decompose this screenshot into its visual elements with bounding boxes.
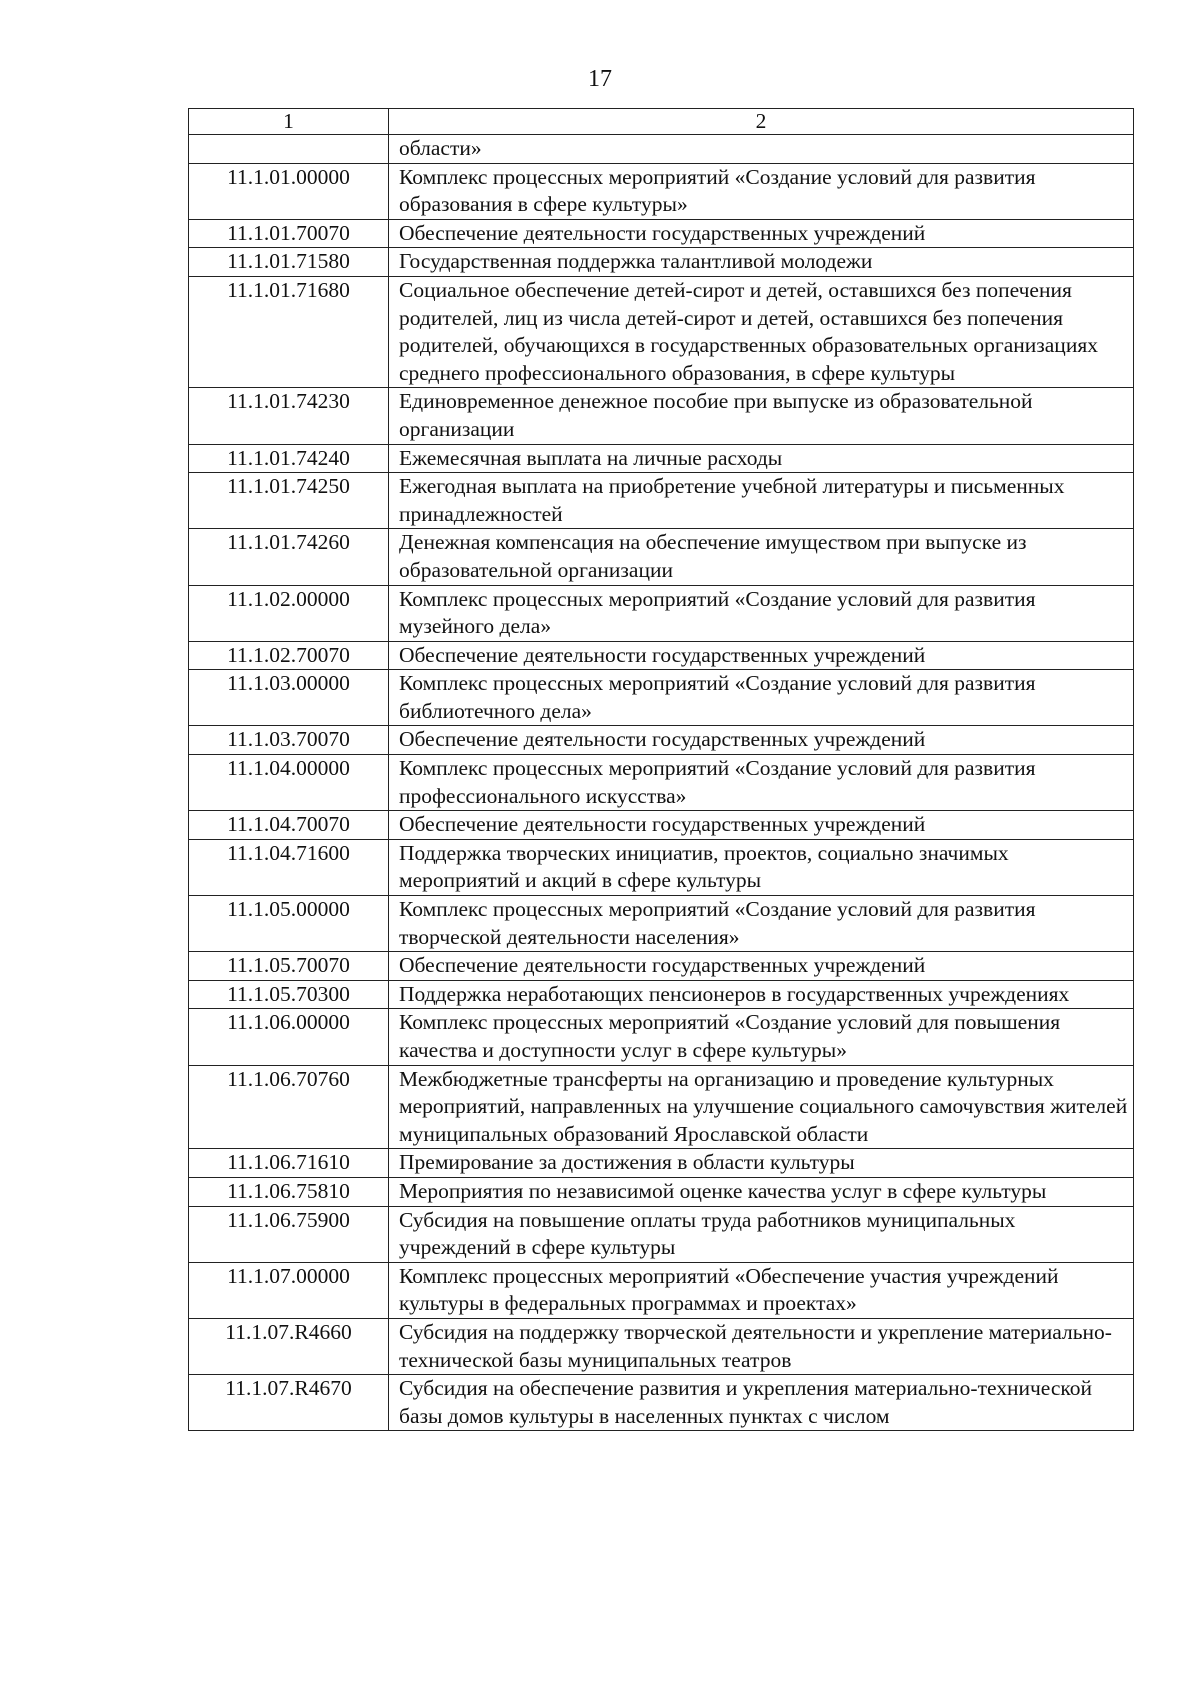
row-code: 11.1.01.71680 — [189, 276, 389, 387]
budget-codes-table — [188, 108, 1134, 1431]
row-name: Социальное обеспечение детей-сирот и детей, оставшихся без попечения родителей, лиц из числа детей-сирот и детей, оставшихся без попечения родителей, обучающихся в государственных образовательных организациях среднего профессионального образования, в сфере культуры — [389, 276, 1134, 387]
row-code: 11.1.04.70070 — [189, 811, 389, 840]
row-name: Субсидия на поддержку творческой деятельности и укрепление материально-технической базы муниципальных театров — [389, 1318, 1134, 1374]
row-code: 11.1.04.71600 — [189, 839, 389, 895]
row-name: Ежегодная выплата на приобретение учебной литературы и письменных принадлежностей — [389, 473, 1134, 529]
row-code — [189, 135, 389, 164]
table-row — [189, 755, 1134, 811]
row-name: Ежемесячная выплата на личные расходы — [389, 444, 1134, 473]
table-row — [189, 641, 1134, 670]
table-row — [189, 1177, 1134, 1206]
row-code: 11.1.01.74230 — [189, 388, 389, 444]
table-row — [189, 811, 1134, 840]
row-code: 11.1.03.00000 — [189, 670, 389, 726]
row-name: Государственная поддержка талантливой молодежи — [389, 248, 1134, 277]
table-row — [189, 1065, 1134, 1149]
row-code: 11.1.03.70070 — [189, 726, 389, 755]
row-code: 11.1.07.00000 — [189, 1262, 389, 1318]
table-header — [189, 109, 1134, 135]
table-row — [189, 670, 1134, 726]
row-code: 11.1.01.00000 — [189, 163, 389, 219]
row-name: Комплекс процессных мероприятий «Обеспечение участия учреждений культуры в федеральных программах и проектах» — [389, 1262, 1134, 1318]
table-row — [189, 1375, 1134, 1431]
row-name: Субсидия на повышение оплаты труда работников муниципальных учреждений в сфере культуры — [389, 1206, 1134, 1262]
row-name: Премирование за достижения в области культуры — [389, 1149, 1134, 1178]
table-row — [189, 135, 1134, 164]
row-name: Поддержка творческих инициатив, проектов, социально значимых мероприятий и акций в сфере культуры — [389, 839, 1134, 895]
table-row — [189, 219, 1134, 248]
table-row — [189, 1206, 1134, 1262]
row-name: Комплекс процессных мероприятий «Создание условий для развития профессионального искусства» — [389, 755, 1134, 811]
table-row — [189, 444, 1134, 473]
row-name: Обеспечение деятельности государственных учреждений — [389, 641, 1134, 670]
row-name: Комплекс процессных мероприятий «Создание условий для развития музейного дела» — [389, 585, 1134, 641]
table-row — [189, 1149, 1134, 1178]
table-row — [189, 980, 1134, 1009]
table-row — [189, 1262, 1134, 1318]
row-code: 11.1.02.70070 — [189, 641, 389, 670]
row-name: Комплекс процессных мероприятий «Создание условий для повышения качества и доступности услуг в сфере культуры» — [389, 1009, 1134, 1065]
row-name: области» — [389, 135, 1134, 164]
table-row — [189, 1009, 1134, 1065]
row-code: 11.1.06.75810 — [189, 1177, 389, 1206]
row-code: 11.1.06.71610 — [189, 1149, 389, 1178]
row-code: 11.1.01.74260 — [189, 529, 389, 585]
table-row — [189, 163, 1134, 219]
table-row — [189, 896, 1134, 952]
row-name: Единовременное денежное пособие при выпуске из образовательной организации — [389, 388, 1134, 444]
column-header-name: 2 — [389, 109, 1134, 135]
table-row — [189, 839, 1134, 895]
table-row — [189, 248, 1134, 277]
row-code: 11.1.07.R4660 — [189, 1318, 389, 1374]
row-name: Денежная компенсация на обеспечение имуществом при выпуске из образовательной организации — [389, 529, 1134, 585]
row-name: Обеспечение деятельности государственных учреждений — [389, 219, 1134, 248]
page-number: 17 — [588, 66, 612, 92]
row-name: Субсидия на обеспечение развития и укрепления материально-технической базы домов культуры в населенных пунктах с числом — [389, 1375, 1134, 1431]
row-code: 11.1.05.70070 — [189, 952, 389, 981]
row-name: Комплекс процессных мероприятий «Создание условий для развития образования в сфере культуры» — [389, 163, 1134, 219]
table-row — [189, 276, 1134, 387]
row-code: 11.1.05.70300 — [189, 980, 389, 1009]
row-code: 11.1.02.00000 — [189, 585, 389, 641]
row-code: 11.1.06.00000 — [189, 1009, 389, 1065]
row-name: Поддержка неработающих пенсионеров в государственных учреждениях — [389, 980, 1134, 1009]
row-code: 11.1.06.75900 — [189, 1206, 389, 1262]
row-code: 11.1.01.74240 — [189, 444, 389, 473]
row-name: Комплекс процессных мероприятий «Создание условий для развития библиотечного дела» — [389, 670, 1134, 726]
row-code: 11.1.04.00000 — [189, 755, 389, 811]
row-code: 11.1.01.71580 — [189, 248, 389, 277]
row-name: Обеспечение деятельности государственных учреждений — [389, 811, 1134, 840]
row-code: 11.1.01.70070 — [189, 219, 389, 248]
row-code: 11.1.05.00000 — [189, 896, 389, 952]
table-row — [189, 529, 1134, 585]
table-row — [189, 726, 1134, 755]
table-row — [189, 388, 1134, 444]
row-name: Мероприятия по независимой оценке качества услуг в сфере культуры — [389, 1177, 1134, 1206]
row-name: Межбюджетные трансферты на организацию и проведение культурных мероприятий, направленных на улучшение социального самочувствия жителей муниципальных образований Ярославской области — [389, 1065, 1134, 1149]
table-body — [189, 135, 1134, 1431]
row-code: 11.1.01.74250 — [189, 473, 389, 529]
row-name: Обеспечение деятельности государственных учреждений — [389, 726, 1134, 755]
table-row — [189, 1318, 1134, 1374]
table-row — [189, 473, 1134, 529]
column-header-code: 1 — [189, 109, 389, 135]
row-code: 11.1.06.70760 — [189, 1065, 389, 1149]
table-row — [189, 952, 1134, 981]
table-row — [189, 585, 1134, 641]
header-row — [189, 109, 1134, 135]
row-name: Обеспечение деятельности государственных учреждений — [389, 952, 1134, 981]
row-name: Комплекс процессных мероприятий «Создание условий для развития творческой деятельности населения» — [389, 896, 1134, 952]
row-code: 11.1.07.R4670 — [189, 1375, 389, 1431]
